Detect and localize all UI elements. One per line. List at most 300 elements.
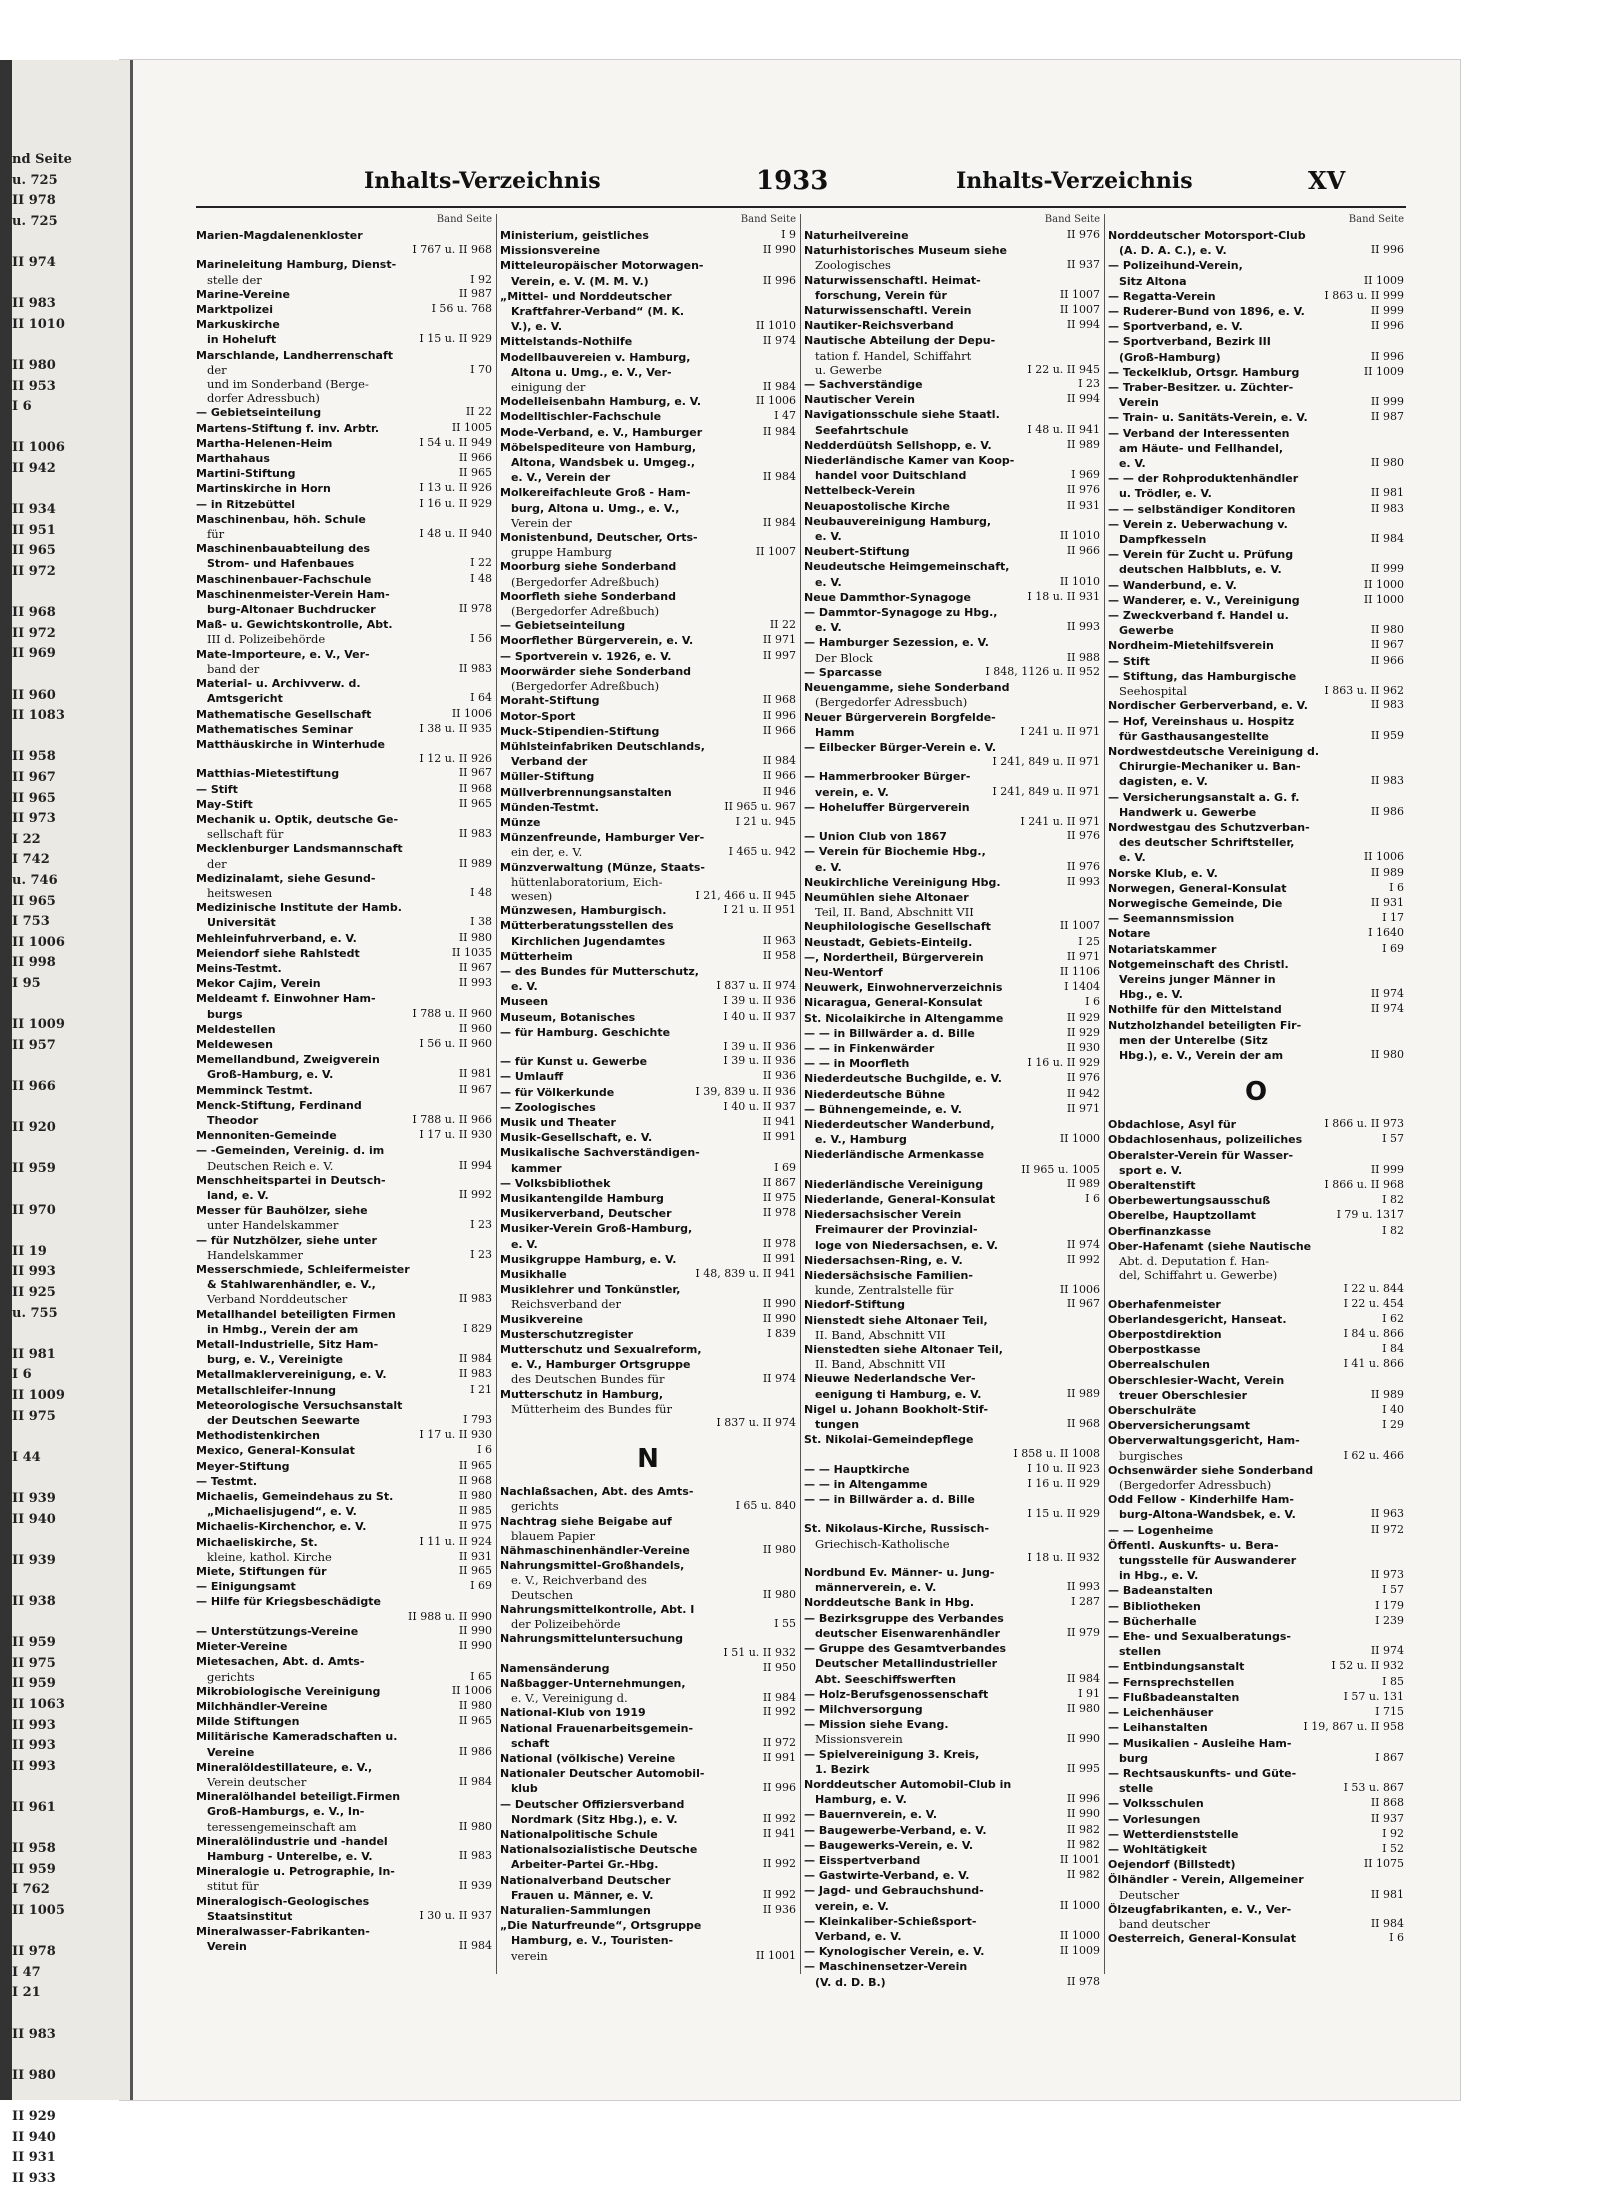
entry-reference: II 974 [762,334,796,348]
index-entry [196,871,492,886]
index-entry [804,1192,1100,1207]
index-entry [804,1537,1100,1551]
index-entry [804,1929,1100,1944]
entry-reference [1400,1766,1404,1781]
entry-reference: II 1009 [1059,1944,1100,1958]
entry-term: St. Nicolaikirche in Altengamme [804,1011,1004,1025]
index-entry [1108,1449,1404,1463]
index-entry [804,651,1100,665]
entry-term: (Bergedorfer Adreßbuch) [500,679,660,694]
entry-reference: II 982 [1066,1822,1100,1836]
entry-reference: II 990 [762,243,796,257]
entry-reference [1400,1433,1404,1448]
index-entry [804,755,1100,769]
entry-reference: I 839 [767,1326,796,1340]
entry-reference [488,1052,492,1067]
entry-reference: I 57 [1382,1583,1404,1597]
entry-term: Nahrungsmitteluntersuchung [500,1632,684,1646]
entry-term: Nicaragua, General-Konsulat [804,996,983,1010]
entry-term: Mode-Verband, e. V., Hamburger [500,425,703,439]
entry-reference: II 993 [1066,874,1100,888]
entry-term: Marine-Vereine [196,287,290,301]
entry-reference: I 84 [1382,1342,1404,1356]
entry-term: Oejendorf (Billstedt) [1108,1858,1236,1872]
entry-reference [488,228,492,243]
entry-reference: II 993 [1066,620,1100,634]
entry-reference: II 976 [1066,859,1100,873]
index-entry [196,1909,492,1924]
entry-reference: I 47 [774,409,796,423]
entry-term: Michaelis-Kirchenchor, e. V. [196,1520,367,1534]
previous-page-line: II 980 [12,2067,56,2083]
entry-term: burg [1118,1751,1148,1765]
entry-reference: I 6 [1389,1931,1404,1945]
entry-reference [488,1233,492,1248]
entry-term: sport e. V. [1118,1163,1183,1177]
entry-term: Obdachlosenhaus, polizeiliches [1108,1133,1303,1147]
index-entry [500,319,796,334]
entry-reference: II 1007 [1059,287,1100,301]
entry-term: Möbelspediteure von Hamburg, [500,440,697,454]
entry-reference: I 65 [470,1669,492,1683]
entry-term: stitut für [196,1879,259,1894]
index-entry [500,1499,796,1513]
entry-reference: I 793 [463,1413,492,1427]
index-entry [196,572,492,587]
index-entry [500,754,796,769]
index-entry [804,965,1100,980]
entry-reference: I 6 [1085,1192,1100,1205]
entry-reference: II 989 [1066,1176,1100,1190]
entry-term: — Regatta-Verein [1108,289,1216,303]
index-entry [1108,987,1404,1002]
entry-reference: II 965 [458,1458,492,1472]
entry-reference: II 1007 [1059,303,1100,317]
index-entry [1108,1690,1404,1705]
entry-reference: II 967 [1370,638,1404,652]
entry-reference [792,1221,796,1236]
entry-term: — für Nutzhölzer, siehe unter [196,1233,377,1247]
index-entry [804,544,1100,559]
entry-term: Mineralölhandel beteiligt.Firmen [196,1790,401,1804]
entry-reference: II 966 [458,451,492,465]
index-entry [500,470,796,485]
previous-page-line: II 934 [12,502,56,518]
entry-reference: I 85 [1382,1674,1404,1688]
entry-term: — Leihanstalten [1108,1721,1208,1735]
index-entry [804,950,1100,965]
entry-reference: II 965 [458,796,492,810]
index-entry [1108,1751,1404,1766]
entry-reference: II 986 [1370,804,1404,818]
entry-term: Mineralölindustrie und -handel [196,1834,388,1848]
entry-reference: I 40 [1382,1403,1404,1417]
entry-reference [1096,1117,1100,1132]
index-entry [1108,304,1404,319]
entry-term: Mecklenburger Landsmannschaft [196,842,403,856]
entry-reference [488,1277,492,1292]
index-entry [1108,896,1404,911]
index-entry [804,1313,1100,1328]
entry-term: Abt. d. Deputation f. Han- [1108,1254,1270,1268]
entry-reference: II 1010 [1059,574,1100,588]
index-entry [1108,395,1404,410]
index-entry [804,590,1100,605]
previous-page-line: II 939 [12,1552,56,1568]
entry-reference: II 1006 [451,1683,492,1697]
entry-reference: I 18 u. II 932 [1027,1550,1100,1564]
entry-reference [1096,769,1100,784]
entry-term: Ölzeugfabrikanten, e. V., Ver- [1108,1902,1292,1916]
entry-reference: II 983 [458,1848,492,1862]
index-entry [196,1203,492,1218]
entry-reference: I 57 u. 131 [1343,1689,1404,1703]
index-entry [500,1676,796,1691]
entry-reference: II 967 [458,1082,492,1096]
entry-reference [1400,258,1404,273]
index-entry [1108,759,1404,774]
entry-reference: I 13 u. II 926 [419,481,492,495]
entry-reference: II 996 [762,1781,796,1795]
entry-term: blauem Papier [500,1528,596,1543]
entry-reference [792,289,796,304]
entry-term: Marktpolizei [196,303,273,317]
entry-term: Gewerbe [1118,624,1174,638]
entry-term: Niedersächsische Familien- [804,1269,973,1283]
previous-page-line: II 959 [12,1161,56,1177]
index-entry [196,1067,492,1082]
entry-reference: II 990 [1066,1732,1100,1746]
index-entry [196,1262,492,1277]
entry-reference: II 950 [762,1660,796,1674]
entry-term: stelle [1118,1782,1154,1796]
entry-reference: II 1009 [1363,364,1404,378]
entry-term: Altona u. Umg., e. V., Ver- [510,365,672,379]
entry-reference [792,1342,796,1357]
entry-term: — Stiftung, das Hamburgische [1108,669,1297,683]
index-entry [1108,835,1404,850]
entry-reference: I 64 [470,691,492,705]
previous-page-line: II 942 [12,461,56,476]
index-entry [804,1853,1100,1868]
index-entry [1108,410,1404,425]
index-entry [500,440,796,455]
entry-reference [488,1262,492,1277]
entry-term: — Zweckverband f. Handel u. [1108,609,1289,623]
entry-term: Arbeiter-Partei Gr.-Hbg. [510,1858,659,1872]
previous-page-line: II 1009 [12,1388,65,1403]
entry-term: — Dammtor-Synagoge zu Hbg., [804,606,998,620]
entry-reference [1096,243,1100,258]
entry-reference [1096,1147,1100,1162]
entry-reference: II 22 [769,618,796,632]
entry-reference: I 56 u. 768 [431,302,492,316]
index-entry [804,1297,1100,1312]
entry-reference: II 981 [1370,486,1404,500]
entry-term: Messer für Bauhölzer, siehe [196,1204,368,1218]
entry-term: — Musikalien - Ausleihe Ham- [1108,1736,1292,1750]
index-entry [196,391,492,405]
entry-term: Hamburg - Unterelbe, e. V. [206,1849,373,1863]
index-entry [196,1277,492,1292]
entry-reference [792,664,796,679]
entry-reference: II 1001 [1059,1852,1100,1866]
entry-reference: I 48 [470,571,492,585]
index-entry [500,1721,796,1736]
band-seite-label: Band Seite [1044,214,1100,225]
index-entry [196,377,492,391]
entry-reference [488,676,492,691]
entry-term: Mate-Importeure, e. V., Ver- [196,647,370,661]
entry-reference: I 12 u. II 926 [419,752,492,766]
column-divider [496,214,497,1974]
entry-reference [792,501,796,516]
entry-reference: II 990 [458,1639,492,1653]
entry-reference: II 994 [1066,392,1100,406]
index-entry [500,1543,796,1558]
entry-term: Missionsverein [804,1732,903,1747]
column-divider [1104,214,1105,1974]
entry-term: — Gebietseinteilung [500,619,626,633]
entry-term: Verein [1118,396,1159,410]
entry-reference [488,1173,492,1188]
entry-term: Frauen u. Männer, e. V. [510,1888,654,1902]
entry-reference: I 19, 867 u. II 958 [1303,1720,1404,1734]
index-entry [196,228,492,243]
entry-term: Meldestellen [196,1022,276,1036]
index-entry [1108,972,1404,987]
entry-reference: II 990 [1066,1807,1100,1821]
entry-reference [792,258,796,273]
entry-term: Strom- und Hafenbaues [206,557,355,571]
previous-page-line: II 969 [12,646,56,662]
entry-reference [1096,333,1100,348]
index-entry [500,1617,796,1631]
entry-term: Oberschlesier-Wacht, Verein [1108,1373,1285,1387]
entry-term: — Fernsprechstellen [1108,1675,1235,1689]
index-entry [500,1857,796,1872]
index-entry [804,1011,1100,1026]
entry-term: band der [196,661,260,676]
entry-reference [1400,820,1404,835]
index-entry [804,1328,1100,1342]
entry-term: Griechisch-Katholische [804,1536,950,1551]
index-entry [196,481,492,496]
index-entry [196,946,492,961]
index-entry [196,1459,492,1474]
entry-term: Memminck Testmt. [196,1083,313,1097]
entry-reference: II 992 [762,1857,796,1871]
entry-term: Mittelstands-Nothilfe [500,335,633,349]
entry-reference: I 17 u. II 930 [419,1428,492,1442]
entry-reference: II 988 [1066,650,1100,664]
index-entry [1108,1048,1404,1063]
entry-reference [1096,1611,1100,1626]
previous-page-line: II 958 [12,749,56,765]
index-entry [196,707,492,722]
entry-term: für Gasthausangestellte [1118,729,1269,743]
entry-term: e. V., Reichverband des [500,1573,647,1588]
entry-term: St. Nikolaus-Kirche, Russisch- [804,1522,990,1536]
entry-reference: II 980 [458,1819,492,1833]
index-entry [804,680,1100,695]
entry-reference [792,1933,796,1948]
entry-term: Musikantengilde Hamburg [500,1192,664,1205]
entry-reference: II 984 [458,1352,492,1366]
index-entry [1108,926,1404,941]
entry-term: Museen [500,995,549,1009]
entry-reference [1096,1537,1100,1551]
entry-term: Nahrungsmittel-Großhandels, [500,1559,685,1573]
previous-page-line: II 970 [12,1202,56,1218]
entry-reference [488,1337,492,1352]
index-entry [500,1297,796,1311]
entry-term: Nettelbeck-Verein [804,484,916,498]
index-entry [196,1564,492,1579]
index-entry [1108,1478,1404,1492]
entry-reference: II 941 [762,1826,796,1840]
entry-term: Nationaler Deutscher Automobil- [500,1767,705,1781]
index-entry [1108,744,1404,759]
entry-reference [1400,471,1404,486]
index-entry [1108,1312,1404,1327]
index-entry [196,1535,492,1550]
entry-reference: I 23 [1078,377,1100,391]
index-entry [196,1083,492,1098]
entry-reference: I 40 u. II 937 [723,1099,796,1113]
entry-reference: II 974 [1370,1002,1404,1016]
entry-reference: II 931 [1370,895,1404,909]
index-entry [1108,1872,1404,1887]
entry-reference [1096,710,1100,725]
index-entry [196,1804,492,1819]
entry-reference: II 984 [762,424,796,438]
index-entry [1108,1720,1404,1735]
entry-reference: II 986 [458,1744,492,1758]
index-entry [196,541,492,556]
entry-term: — Teckelklub, Ortsgr. Hamburg [1108,365,1300,379]
entry-reference: I 16 u. II 929 [1027,1476,1100,1490]
entry-reference: I 287 [1071,1595,1100,1609]
entry-term: Nationalpolitische Schule [500,1827,658,1841]
entry-term: der Deutschen Seewarte [206,1414,360,1428]
entry-reference: II 946 [762,784,796,798]
index-entry [1108,1268,1404,1282]
index-entry [804,559,1100,574]
entry-reference [1400,835,1404,850]
index-entry [804,800,1100,815]
index-entry [804,1056,1100,1071]
entry-reference [792,604,796,618]
entry-term: handel voor Duitschland [814,469,967,483]
entry-reference: I 837 u. II 974 [716,979,796,993]
previous-page-line: I 753 [12,914,50,930]
previous-page-line: II 993 [12,1758,56,1774]
index-entry [804,905,1100,919]
entry-term: Freimaurer der Provinzial- [814,1223,978,1237]
index-entry [1108,1888,1404,1902]
previous-page-line: II 953 [12,378,56,394]
entry-term: teressengemeinschaft am [196,1819,357,1834]
index-entry [196,587,492,602]
entry-term: Messerschmiede, Schleifermeister [196,1263,410,1277]
entry-term: unter Handelskammer [196,1218,339,1233]
index-entry [196,797,492,812]
entry-reference: I 11 u. II 924 [419,1534,492,1548]
entry-reference [1400,547,1404,562]
previous-page-line: I 762 [12,1882,50,1898]
entry-reference: I 17 [1382,911,1404,925]
entry-reference [792,860,796,875]
index-entry [804,1823,1100,1838]
index-entry [196,556,492,571]
entry-reference: I 23 [470,1247,492,1261]
index-entry [1108,654,1404,669]
index-entry [804,620,1100,635]
index-entry [196,1218,492,1232]
previous-page-line: nd Seite [12,152,72,167]
entry-term: Kirchlichen Jugendamtes [510,934,666,948]
entry-term: Naturhistorisches Museum siehe [804,244,1008,258]
index-entry [196,812,492,827]
previous-page-line: II 933 [12,2170,56,2186]
entry-reference [792,589,796,604]
index-entry [500,815,796,830]
index-entry [804,1222,1100,1237]
index-entry [1108,1857,1404,1872]
entry-term: Namensänderung [500,1661,610,1675]
entry-reference [792,1357,796,1372]
entry-reference [792,1631,796,1646]
entry-term: — Traber-Besitzer. u. Züchter- [1108,381,1294,395]
entry-term: — Verein für Biochemie Hbg., [804,845,986,859]
entry-reference: II 967 [1066,1297,1100,1311]
entry-term: Nachlaßsachen, Abt. des Amts- [500,1485,694,1499]
entry-reference: I 21, 466 u. II 945 [695,888,796,902]
index-entry [1108,547,1404,562]
index-entry [500,589,796,604]
entry-term: Handelskammer [196,1247,303,1262]
entry-reference: II 980 [1370,456,1404,470]
entry-term: Staatsinstitut [206,1909,293,1923]
index-entry [196,1292,492,1306]
entry-term: gruppe Hamburg [500,545,612,560]
index-entry [804,1687,1100,1702]
index-entry [1108,1132,1404,1147]
entry-term: Metallhandel beteiligten Firmen [196,1307,396,1321]
entry-reference: II 992 [762,1887,796,1901]
index-entry [804,1283,1100,1297]
entry-reference: II 1009 [1363,273,1404,287]
index-entry [1108,1224,1404,1239]
previous-page-line: II 983 [12,2026,56,2042]
index-entry [804,1565,1100,1580]
index-entry [804,514,1100,529]
index-entry [500,934,796,949]
index-entry [804,635,1100,650]
header-year: 1933 [756,166,829,196]
index-entry [196,257,492,272]
entry-term: Neudeutsche Heimgemeinschaft, [804,560,1010,574]
entry-term: — Sparcasse [804,665,882,679]
entry-term: Handwerk u. Gewerbe [1118,805,1257,819]
entry-reference [1096,1521,1100,1536]
index-entry [1108,350,1404,365]
entry-reference: II 973 [1370,1568,1404,1582]
index-entry [1108,456,1404,471]
entry-reference: I 65 u. 840 [735,1499,796,1513]
entry-term: e. V. [1118,851,1146,865]
